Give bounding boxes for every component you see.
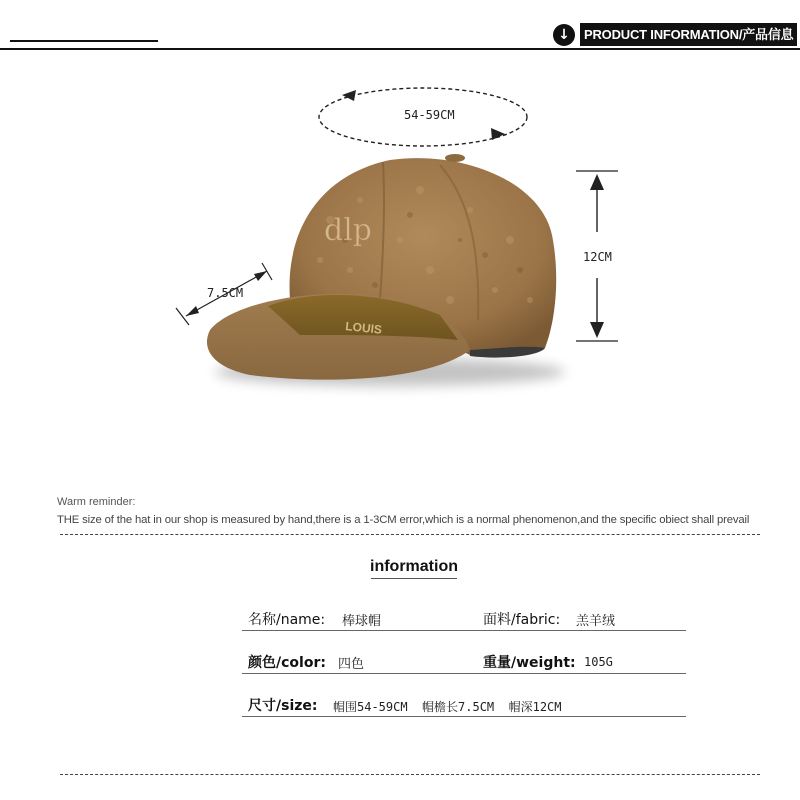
fabric-label: 面料/fabric: xyxy=(483,612,561,628)
divider xyxy=(60,534,760,535)
name-label: 名称/name: xyxy=(248,612,326,628)
header-short-rule xyxy=(10,40,158,42)
arrow-down-circle-icon: ↓ xyxy=(553,24,575,46)
size-label: 尺寸/size: xyxy=(248,698,318,714)
brim-text: LOUIS xyxy=(344,319,383,337)
info-title: information xyxy=(370,558,458,575)
hat xyxy=(207,154,556,380)
name-value: 棒球帽 xyxy=(342,614,382,629)
weight-label: 重量/weight: xyxy=(483,655,576,671)
hat-logo: dlp xyxy=(323,213,373,248)
footer-divider xyxy=(60,774,760,775)
circumference-label: 54-59CM xyxy=(404,108,455,122)
row-divider xyxy=(242,673,686,674)
product-image xyxy=(0,60,800,480)
info-title-underline xyxy=(371,578,457,579)
header-rule xyxy=(0,48,800,50)
size-value: 帽围54-59CM 帽檐长7.5CM 帽深12CM xyxy=(333,700,562,714)
reminder-title: Warm reminder: xyxy=(57,496,136,508)
row-divider xyxy=(242,630,686,631)
fabric-value: 羔羊绒 xyxy=(576,614,616,629)
row-divider xyxy=(242,716,686,717)
reminder-text: THE size of the hat in our shop is measured by hand,there is a 1-3CM error,which is a normal phenomenon,and the specific obiect shall prevail xyxy=(57,514,750,526)
color-value: 四色 xyxy=(338,657,365,672)
weight-value: 105G xyxy=(584,655,613,669)
brim-label: 7.5CM xyxy=(207,286,244,300)
color-label: 颜色/color: xyxy=(248,655,326,671)
section-title: PRODUCT INFORMATION/产品信息 xyxy=(580,23,797,46)
height-label: 12CM xyxy=(583,250,612,264)
